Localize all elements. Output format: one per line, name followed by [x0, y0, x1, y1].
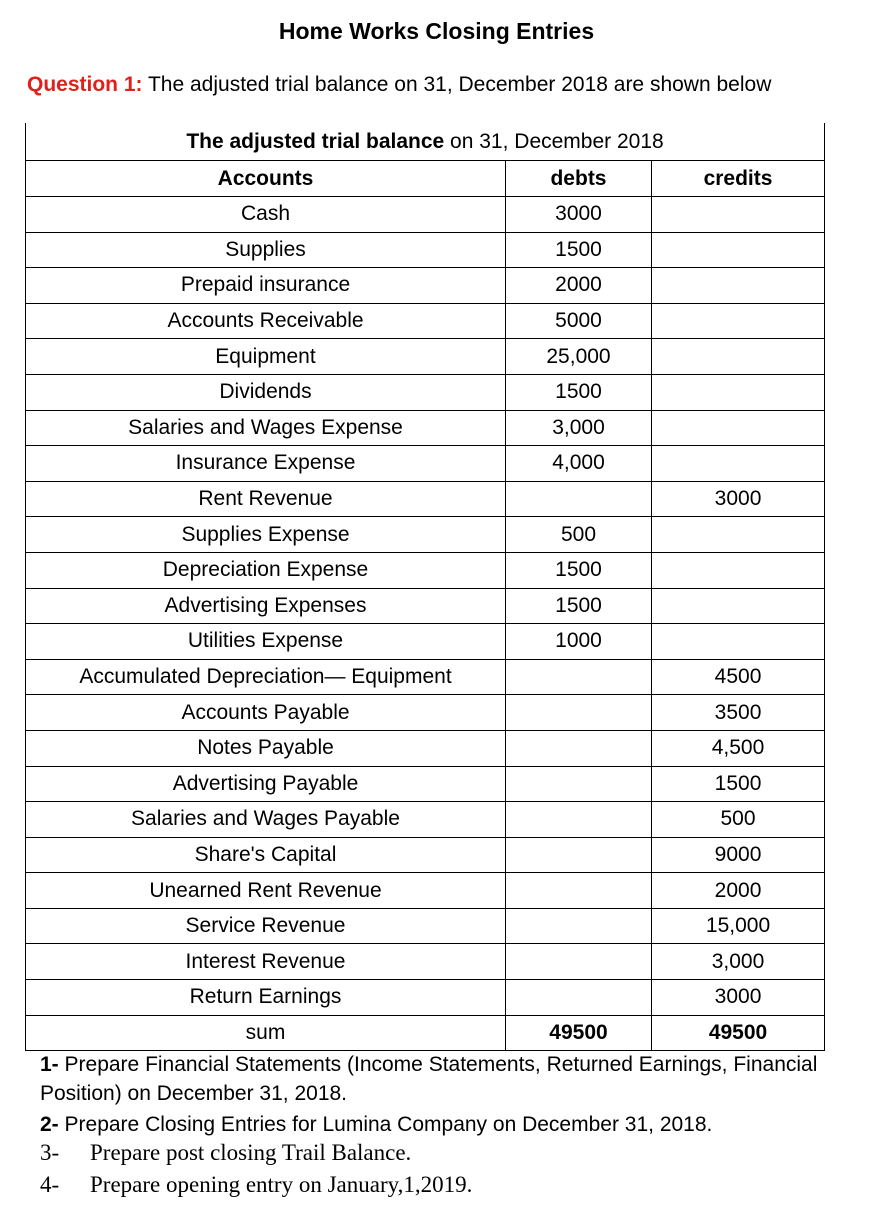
debit-cell	[506, 944, 652, 980]
credit-cell: 3000	[652, 980, 825, 1016]
debit-cell	[506, 695, 652, 731]
table-row	[26, 802, 825, 838]
table-caption	[26, 123, 825, 161]
credit-cell: 15,000	[652, 908, 825, 944]
credit-cell: 1500	[652, 766, 825, 802]
credit-cell	[652, 410, 825, 446]
account-cell: Advertising Payable	[26, 766, 506, 802]
page-title: Home Works Closing Entries	[278, 18, 595, 44]
account-cell: Cash	[26, 197, 506, 233]
credit-cell	[652, 339, 825, 375]
debit-cell: 500	[506, 517, 652, 553]
credit-cell	[652, 197, 825, 233]
table-row	[26, 232, 825, 268]
instruction-1-num: 1-	[40, 1053, 59, 1076]
debit-cell	[506, 908, 652, 944]
table-header-row	[26, 161, 825, 197]
table-row	[26, 446, 825, 482]
table-row	[26, 481, 825, 517]
account-cell: Unearned Rent Revenue	[26, 873, 506, 909]
instruction-1	[40, 1050, 840, 1108]
trial-balance-table	[25, 123, 825, 1051]
account-cell: Notes Payable	[26, 730, 506, 766]
table-row	[26, 659, 825, 695]
debit-cell: 1500	[506, 232, 652, 268]
table-row	[26, 624, 825, 660]
sum-label: sum	[26, 1015, 506, 1050]
sum-debit: 49500	[506, 1015, 652, 1050]
account-cell: Supplies	[26, 232, 506, 268]
table-row	[26, 588, 825, 624]
table-row	[26, 303, 825, 339]
account-cell: Dividends	[26, 374, 506, 410]
debit-cell: 1500	[506, 552, 652, 588]
credit-cell	[652, 374, 825, 410]
account-cell: Accumulated Depreciation— Equipment	[26, 659, 506, 695]
account-cell: Interest Revenue	[26, 944, 506, 980]
instruction-2-num: 2-	[40, 1113, 59, 1136]
account-cell: Accounts Receivable	[26, 303, 506, 339]
credit-cell	[652, 446, 825, 482]
table-row	[26, 730, 825, 766]
debit-cell: 5000	[506, 303, 652, 339]
account-cell: Service Revenue	[26, 908, 506, 944]
instruction-2	[40, 1110, 712, 1139]
debit-cell	[506, 802, 652, 838]
credit-cell: 4,500	[652, 730, 825, 766]
table-row	[26, 908, 825, 944]
credit-cell: 3500	[652, 695, 825, 731]
account-cell: Equipment	[26, 339, 506, 375]
debit-cell: 4,000	[506, 446, 652, 482]
instruction-4-text: Prepare opening entry on January,1,2019.	[90, 1172, 473, 1197]
debit-cell: 25,000	[506, 339, 652, 375]
credit-cell	[652, 624, 825, 660]
table-row	[26, 268, 825, 304]
table-caption-row	[26, 123, 825, 161]
credit-cell: 9000	[652, 837, 825, 873]
account-cell: Salaries and Wages Payable	[26, 802, 506, 838]
instruction-4	[40, 1172, 472, 1198]
account-cell: Utilities Expense	[26, 624, 506, 660]
credit-cell	[652, 552, 825, 588]
credit-cell	[652, 268, 825, 304]
sum-credit: 49500	[652, 1015, 825, 1050]
table-row	[26, 410, 825, 446]
account-cell: Prepaid insurance	[26, 268, 506, 304]
instruction-1-text: Prepare Financial Statements (Income Statements, Returned Earnings, Financial Position) on December 31, 2018.	[40, 1053, 818, 1105]
debit-cell: 2000	[506, 268, 652, 304]
debit-cell: 1500	[506, 374, 652, 410]
question-line	[27, 73, 771, 97]
credit-cell	[652, 517, 825, 553]
header-accounts: Accounts	[26, 161, 506, 197]
question-text: The adjusted trial balance on 31, December 2018 are shown below	[142, 73, 772, 96]
credit-cell	[652, 588, 825, 624]
credit-cell: 3000	[652, 481, 825, 517]
table-row	[26, 517, 825, 553]
account-cell: Depreciation Expense	[26, 552, 506, 588]
debit-cell: 1000	[506, 624, 652, 660]
instruction-2-text: Prepare Closing Entries for Lumina Company on December 31, 2018.	[58, 1113, 713, 1136]
instruction-3-text: Prepare post closing Trail Balance.	[90, 1140, 412, 1165]
table-row	[26, 374, 825, 410]
account-cell: Advertising Expenses	[26, 588, 506, 624]
account-cell: Insurance Expense	[26, 446, 506, 482]
table-row	[26, 766, 825, 802]
instruction-4-num: 4-	[40, 1172, 60, 1197]
credit-cell	[652, 232, 825, 268]
table-row	[26, 944, 825, 980]
debit-cell	[506, 837, 652, 873]
credit-cell	[652, 303, 825, 339]
debit-cell	[506, 481, 652, 517]
debit-cell: 3000	[506, 197, 652, 233]
debit-cell: 1500	[506, 588, 652, 624]
debit-cell	[506, 659, 652, 695]
credit-cell: 500	[652, 802, 825, 838]
table-row	[26, 339, 825, 375]
debit-cell	[506, 730, 652, 766]
table-row	[26, 552, 825, 588]
credit-cell: 3,000	[652, 944, 825, 980]
debit-cell: 3,000	[506, 410, 652, 446]
credit-cell: 4500	[652, 659, 825, 695]
account-cell: Supplies Expense	[26, 517, 506, 553]
question-label: Question 1:	[27, 73, 143, 96]
account-cell: Rent Revenue	[26, 481, 506, 517]
table-row	[26, 197, 825, 233]
instruction-3-num: 3-	[40, 1140, 60, 1165]
table-row	[26, 837, 825, 873]
table-row	[26, 980, 825, 1016]
credit-cell: 2000	[652, 873, 825, 909]
sum-row	[26, 1015, 825, 1050]
debit-cell	[506, 980, 652, 1016]
debit-cell	[506, 873, 652, 909]
instruction-3	[40, 1140, 411, 1166]
header-credits: credits	[652, 161, 825, 197]
account-cell: Share's Capital	[26, 837, 506, 873]
account-cell: Return Earnings	[26, 980, 506, 1016]
account-cell: Accounts Payable	[26, 695, 506, 731]
table-caption-bold: The adjusted trial balance	[186, 129, 445, 153]
account-cell: Salaries and Wages Expense	[26, 410, 506, 446]
table-row	[26, 873, 825, 909]
header-debts: debts	[506, 161, 652, 197]
debit-cell	[506, 766, 652, 802]
table-caption-rest: on 31, December 2018	[444, 129, 664, 153]
table-row	[26, 695, 825, 731]
